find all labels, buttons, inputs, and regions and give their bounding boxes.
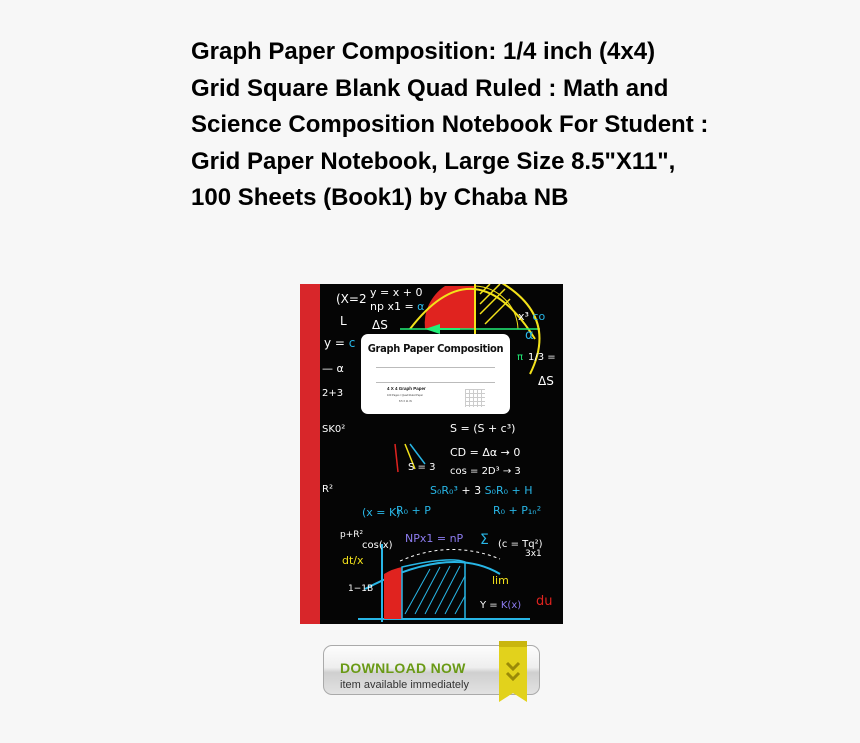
ribbon-chevron-icon [499, 641, 527, 702]
book-cover-image [300, 284, 563, 624]
formula: Σ [480, 532, 489, 548]
formula: 2+3 [322, 388, 344, 399]
formula: L [340, 314, 347, 328]
formula: np x1 = α [370, 300, 425, 313]
formula: Y = K(x) [480, 600, 522, 611]
formula: cos = 2D³ → 3 [450, 466, 521, 477]
cover-size: 8.5 X 11 IN [399, 400, 412, 403]
divider [376, 382, 495, 383]
formula: y = c [324, 336, 356, 350]
formula: CD = Δα → 0 [450, 446, 521, 459]
download-sub-label: item available immediately [340, 679, 469, 691]
formula: α [525, 328, 534, 343]
divider [376, 367, 495, 368]
cover-label-title: Graph Paper Composition [367, 342, 504, 355]
formula: R₀ + P₁ₙ² [493, 504, 542, 517]
grid-sample-icon [465, 389, 485, 407]
formula: S = (S + c³) [450, 422, 516, 435]
formula: (x = K) [362, 506, 401, 519]
formula: du [536, 594, 553, 609]
formula: lim [492, 574, 509, 587]
formula: dt/x [342, 554, 364, 567]
formula: cos(x) [362, 540, 393, 551]
formula: S₀R₀³ + 3 S₀R₀ + H [430, 484, 533, 497]
formula: ΔS [372, 318, 388, 332]
download-now-button[interactable] [321, 639, 542, 702]
formula: R₀ + P [396, 504, 431, 517]
formula: NPx1 = nP [405, 532, 464, 545]
formula: x³ co [518, 310, 546, 323]
formula: R² [322, 484, 333, 495]
cover-subtitle: 100 Pages / Quad Ruled Paper [387, 394, 424, 397]
formula: 3x1 [525, 549, 542, 559]
formula: ΔS [538, 374, 554, 388]
cover-grid-type: 4 X 4 Graph Paper [387, 386, 426, 391]
cover-label [361, 334, 510, 414]
download-main-label: DOWNLOAD NOW [340, 660, 466, 676]
formula: 1/3 = [528, 352, 556, 363]
formula: SK0² [322, 424, 346, 435]
formula: 1−1B [348, 584, 374, 594]
formula: (c = Tq²) [498, 539, 543, 550]
formula: — α [322, 362, 344, 375]
formula: y = x + 0 [370, 286, 423, 299]
formula: π [517, 352, 524, 363]
formula: S = 3 [408, 462, 436, 473]
formula: (X=2 [336, 292, 367, 306]
book-title: Graph Paper Composition: 1/4 inch (4x4) Grid Square Blank Quad Ruled : Math and Science Composition Notebook For Student : Grid Paper Notebook, Large Size 8.5"X11", 100 Sheets (Book1) by Chaba NB [191, 38, 709, 212]
formula: p+R² [340, 530, 364, 540]
